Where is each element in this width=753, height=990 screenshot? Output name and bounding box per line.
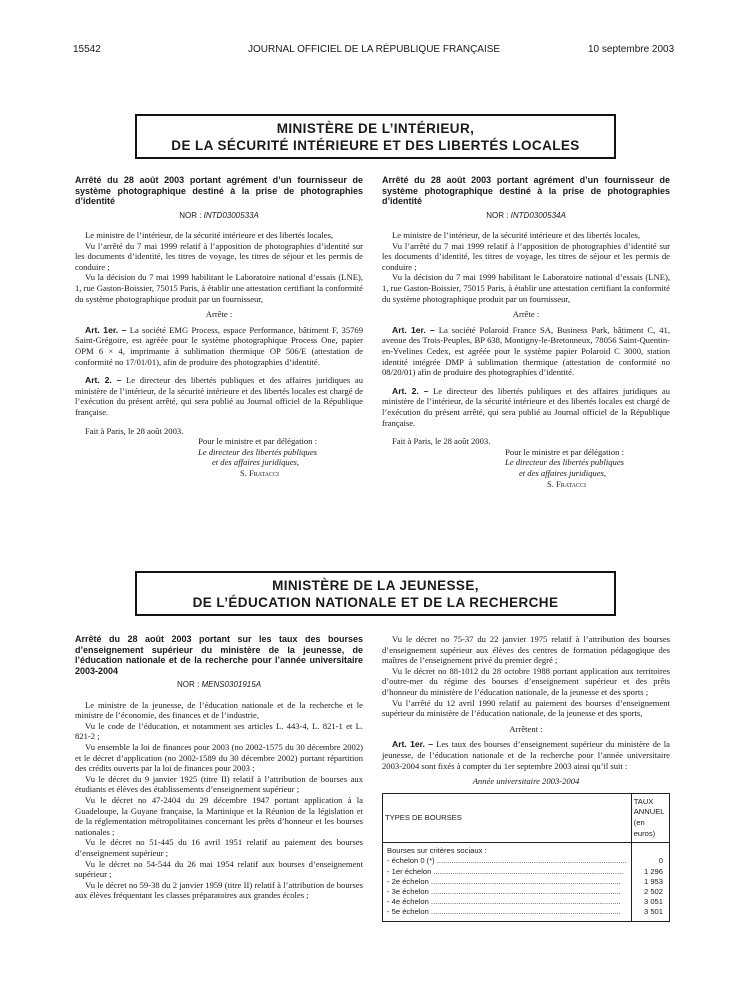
paragraph: Vu le décret no 75-37 du 22 janvier 1975 relatif à l’attribution des bourses d’enseignement supérieur aux élèves des centres de formation pédagogique des maîtres de l’enseignement privé du premier degré ; (382, 634, 670, 666)
signature-title (75, 447, 363, 458)
signatory-name: S. Fratacci (546, 478, 586, 489)
table-header-taux-label: TAUX ANNUEL (633, 796, 665, 817)
nor-label: NOR : (179, 210, 202, 220)
nor-code: MENS0301915A (201, 680, 262, 689)
arrete-heading: Arrête : (205, 309, 233, 320)
arrete-right (382, 175, 670, 489)
paragraph: Le ministre de l’intérieur, de la sécurité intérieure et des libertés locales, (392, 230, 641, 241)
signature-title (382, 457, 670, 468)
paragraph: Vu l’arrêté du 7 mai 1999 relatif à l’apposition de photographies d’identité sur les documents d’identité, les titres de voyage, les titres de séjour et les permis de conduire ; (75, 240, 363, 272)
article-label: Art. 1er. – (85, 324, 127, 335)
bourses-table (382, 793, 670, 922)
table-row-value: 3 051 (643, 897, 663, 907)
arrete-left-title: Arrêté du 28 août 2003 portant agrément d’un fournisseur de système photographique destiné à la prise de photographies d’identité (75, 175, 363, 206)
ministry-education-line2: DE L’ÉDUCATION NATIONALE ET DE LA RECHERCHE (192, 595, 559, 610)
article-label: Art. 1er. – (392, 324, 435, 335)
table-header-row (383, 793, 670, 842)
article-text: Le directeur des libertés publiques et des affaires juridiques au ministère de l’intérieur, de la sécurité intérieure et des libertés locales est chargé de l’exécution du présent arrêté, qui sera publié au Journal officiel de la République française. (382, 385, 670, 428)
signature-title (382, 468, 670, 479)
arrete-left (75, 175, 363, 479)
ministry-interior-line2: DE LA SÉCURITÉ INTÉRIEURE ET DES LIBERTÉS LOCALES (171, 138, 580, 153)
table-row-label: - 3e échelon .......................................................................................... (387, 886, 621, 896)
table-labels-cell (383, 843, 632, 921)
table-row-label: - 2e échelon .......................................................................................... (387, 876, 621, 886)
paragraph: Vu le décret no 59-38 du 2 janvier 1959 (titre II) relatif à l’attribution de bourses aux élèves fréquentant les classes préparatoires aux grandes écoles ; (75, 879, 363, 901)
paragraph: Vu ensemble la loi de finances pour 2003 (no 2002-1575 du 30 décembre 2002) et le décret d’application (no 2002-1589 du 30 décembre 2002) portant répartition des crédits ouverts par la loi de finances pour 2003 ; (75, 741, 363, 774)
done-at: Fait à Paris, le 28 août 2003. (85, 425, 184, 436)
paragraph: Vu le décret no 54-544 du 26 mai 1954 relatif aux bourses d’enseignement supérieur ; (75, 858, 363, 880)
nor-code: INTD0300533A (203, 210, 259, 220)
article-label: Art. 1er. – (392, 739, 434, 750)
nor-code: INTD0300534A (510, 210, 566, 220)
signature-title (75, 457, 363, 468)
paragraph: Vu l’arrêté du 12 avril 1990 relatif au paiement des bourses d’enseignement supérieur du ministère de l’éducation nationale, de la jeunesse et des sports, (382, 697, 670, 719)
paragraph: Vu le décret no 88-1012 du 28 octobre 1988 portant application aux territoires d’outre-mer du régime des bourses d’enseignement supérieur et des prêts d’honneur du ministère de l’éducation nationale, de la jeunesse et des sports ; (382, 665, 670, 697)
table-header-types: TYPES DE BOURSES (383, 793, 632, 842)
table-row-value: 3 501 (643, 907, 663, 917)
nor-label: NOR : (176, 680, 200, 689)
arrete-left-nor (75, 211, 363, 222)
table-row-value: 0 (658, 856, 663, 866)
article-label: Art. 2. – (85, 375, 122, 386)
paragraph: Vu le décret no 47-2404 du 29 décembre 1947 portant application à la Guadeloupe, la Guyane française, la Martinique et la Réunion de la législation et de la réglementation métropolitaines concernant les prêts d’honneur et les bourses nationales ; (75, 794, 363, 837)
article-2 (75, 375, 363, 417)
arrete-heading: Arrête : (512, 309, 540, 320)
signature-title-text: Le directeur des libertés publiques (504, 457, 624, 468)
signature-title-text: et des affaires juridiques, (518, 467, 606, 478)
arrete-bourses-right (382, 634, 670, 922)
table-header-taux (631, 793, 669, 842)
table-row-labels (387, 856, 627, 917)
table-row-label: - 1er échelon .......................................................................................... (387, 866, 624, 876)
paragraph: Vu le code de l’éducation, et notamment ses articles L. 443-4, L. 821-1 et L. 821-2 ; (75, 720, 363, 742)
article-1 (75, 325, 363, 367)
arrete-right-title: Arrêté du 28 août 2003 portant agrément d’un fournisseur de système photographique destiné à la prise de photographies d’identité (382, 175, 670, 206)
table-row-value: 1 953 (643, 876, 663, 886)
table-header-taux-unit: (en euros) (633, 817, 656, 838)
paragraph: Vu la décision du 7 mai 1999 habilitant le Laboratoire national d’essais (LNE), 1, rue Gaston-Boissier, 75015 Paris, à établir une attestation certifiant la conformité du système photographique produit par un fournisseur, (382, 272, 670, 304)
article-1 (382, 325, 670, 378)
paragraph: Vu la décision du 7 mai 1999 habilitant le Laboratoire national d’essais (LNE), 1, rue Gaston-Boissier, 75015 Paris, à établir une attestation certifiant la conformité du système photographique produit par un fournisseur, (75, 272, 363, 304)
table-body-row (383, 843, 670, 921)
signature-title-text: et des affaires juridiques, (211, 457, 299, 468)
arrete-bourses-nor (75, 680, 363, 691)
article-text: La société Polaroid France SA, Business Park, bâtiment C, 41, avenue des Trois-Peuples, BP 638, Montigny-le-Bretonneux, 78056 Saint-Quentin-en-Yvelines Cedex, est agréée pour le système papier Polaroid C 3000, station identité intégrée DMP à sublimation thermique (attestation de conformité no 08/20/01) afin de produire des photographies d’identité. (382, 324, 670, 378)
table-row-value: 1 296 (643, 866, 663, 876)
table-row-values (638, 856, 663, 917)
signature-line: Pour le ministre et par délégation : (505, 446, 624, 457)
table-row-label: - échelon 0 (*) .......................................................................................... (387, 856, 627, 866)
article-text: Les taux des bourses d’enseignement supérieur du ministère de la jeunesse, de l’éducation nationale et de la recherche pour l’année universitaire 2003-2004 sont fixés à compter du 1er septembre 2003 ainsi qu’il suit : (382, 739, 670, 771)
article-1 (382, 739, 670, 771)
signature-line: Pour le ministre et par délégation : (198, 436, 317, 447)
table-row-value: 2 502 (643, 886, 663, 896)
ministry-interior-box (135, 114, 616, 159)
arrete-heading: Arrêtent : (509, 723, 543, 734)
nor-label: NOR : (486, 210, 509, 220)
table-caption: Année universitaire 2003-2004 (472, 776, 580, 787)
arrete-bourses-left (75, 634, 363, 901)
paragraph: Vu l’arrêté du 7 mai 1999 relatif à l’apposition de photographies d’identité sur les documents d’identité, les titres de voyage, les titres de séjour et les permis de conduire ; (382, 240, 670, 272)
paragraph: Le ministre de la jeunesse, de l’éducation nationale et de la recherche et le ministre de l’économie, des finances et de l’industrie, (75, 699, 363, 721)
signatory-name: S. Fratacci (239, 467, 279, 478)
article-text: La société EMG Process, espace Performance, bâtiment F, 35769 Saint-Grégoire, est agréée pour le système photographique Process One, papier OPM 6 × 4, imprimante à sublimation thermique OP 506/E (attestation de conformité no 17/01/01), afin de produire des photographies d’identité. (75, 324, 364, 367)
signature-title-text: Le directeur des libertés publiques (197, 446, 317, 457)
table-group-label: Bourses sur critères sociaux : (387, 846, 487, 856)
table-row-label: - 4e échelon .......................................................................................... (387, 897, 621, 907)
arrete-bourses-title: Arrêté du 28 août 2003 portant sur les taux des bourses d’enseignement supérieur du ministère de la jeunesse, de l’éducation nationale et de la recherche pour l’année universitaire 2003-2004 (75, 634, 363, 676)
table-values-cell (631, 843, 669, 921)
journal-title: JOURNAL OFFICIEL DE LA RÉPUBLIQUE FRANÇAISE (248, 44, 501, 55)
page-number: 15542 (73, 44, 101, 55)
done-at: Fait à Paris, le 28 août 2003. (392, 436, 491, 447)
paragraph: Vu le décret no 51-445 du 16 avril 1951 relatif au paiement des bourses d’enseignement supérieur ; (75, 837, 363, 858)
article-label: Art. 2. – (392, 385, 429, 396)
issue-date: 10 septembre 2003 (588, 44, 675, 55)
paragraph: Le ministre de l’intérieur, de la sécurité intérieure et des libertés locales, (85, 230, 334, 241)
article-text: Le directeur des libertés publiques et des affaires juridiques au ministère de l’intérieur, de la sécurité intérieure et des libertés locales est chargé de l’exécution du présent arrêté, qui sera publié au Journal officiel de la République française. (75, 375, 363, 417)
ministry-interior-line1: MINISTÈRE DE L’INTÉRIEUR, (276, 121, 475, 136)
ministry-education-line1: MINISTÈRE DE LA JEUNESSE, (272, 578, 479, 593)
article-2 (382, 386, 670, 428)
table-row-label: - 5e échelon .......................................................................................... (387, 907, 621, 917)
paragraph: Vu le décret du 9 janvier 1925 (titre II) relatif à l’attribution de bourses aux étudiants et élèves des établissements d’enseignement supérieur ; (75, 773, 363, 795)
arrete-right-nor (382, 211, 670, 222)
ministry-education-box (135, 571, 616, 616)
